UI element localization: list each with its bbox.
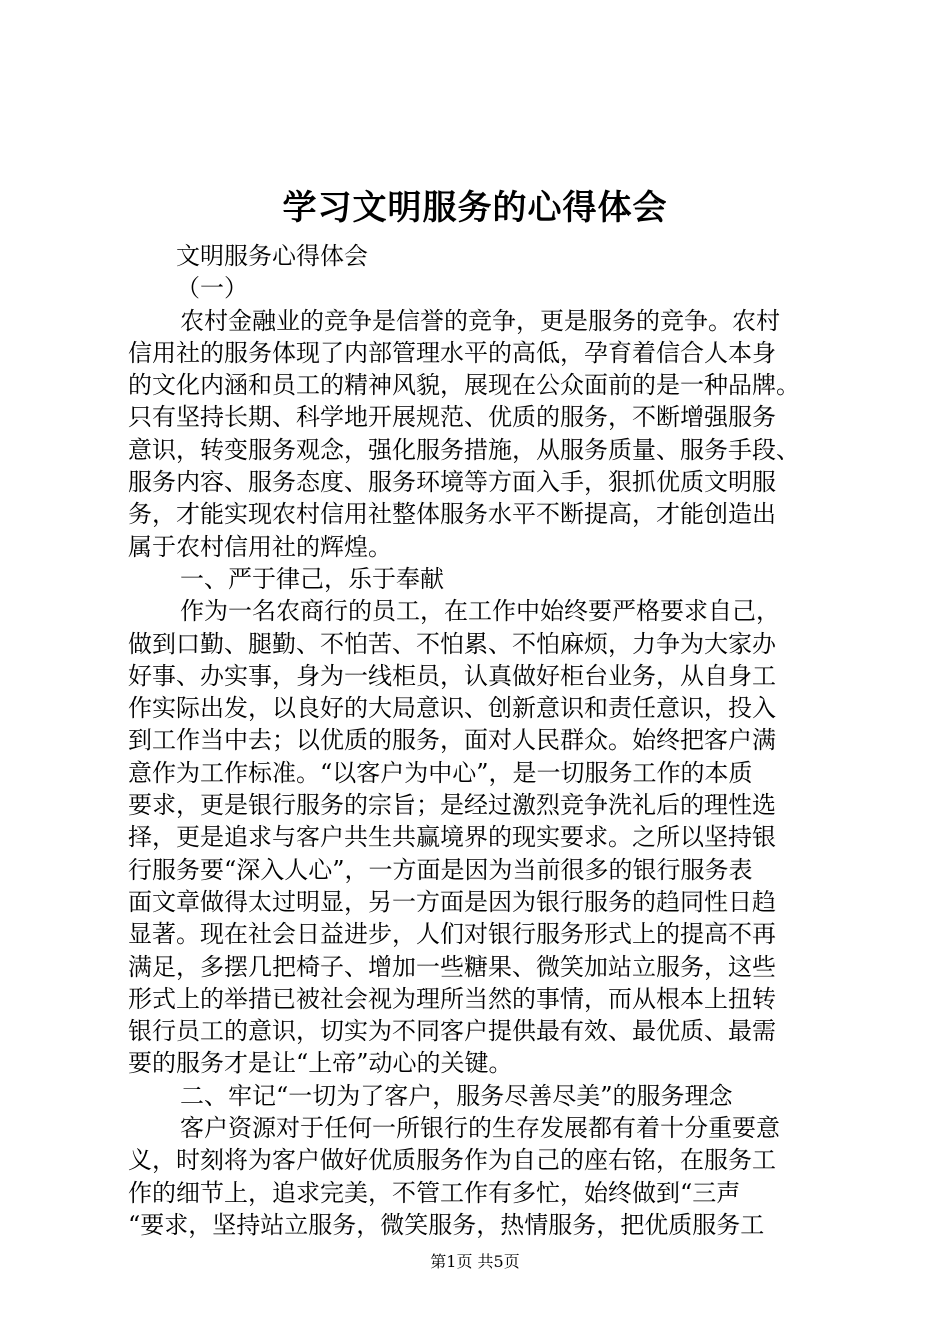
paragraph-line: 意作为工作标准。“以客户为中心”，是一切服务工作的本质 [128,758,753,787]
document-title: 学习文明服务的心得体会 [282,188,668,228]
paragraph-line: 要的服务才是让“上帝”动心的关键。 [128,1049,513,1078]
paragraph-line: 满足，多摆几把椅子、增加一些糖果、微笑加站立服务，这些 [128,952,776,981]
subtitle-line: 文明服务心得体会 [176,242,368,270]
paragraph-line: 择，更是追求与客户共生共赢境界的现实要求。之所以坚持银 [128,823,776,852]
paragraph-line: 作为一名农商行的员工，在工作中始终要严格要求自己， [180,597,780,626]
paragraph-line: “要求，坚持站立服务，微笑服务，热情服务，把优质服务工 [128,1210,765,1239]
paragraph-line: 客户资源对于任何一所银行的生存发展都有着十分重要意 [180,1114,780,1143]
paragraph-line: 显著。现在社会日益进步，人们对银行服务形式上的提高不再 [128,920,776,949]
paragraph-line: 作实际出发，以良好的大局意识、创新意识和责任意识，投入 [128,694,776,723]
paragraph-line: 银行员工的意识，切实为不同客户提供最有效、最优质、最需 [128,1017,776,1046]
paragraph-line: 到工作当中去；以优质的服务，面对人民群众。始终把客户满 [128,726,776,755]
paragraph-line: 面文章做得太过明显，另一方面是因为银行服务的趋同性日趋 [128,887,776,916]
paragraph-line: 要求，更是银行服务的宗旨；是经过激烈竞争洗礼后的理性选 [128,791,776,820]
paragraph-line: 服务内容、服务态度、服务环境等方面入手，狠抓优质文明服 [128,468,776,497]
paragraph-line: 的文化内涵和员工的精神风貌，展现在公众面前的是一种品牌。 [128,371,800,400]
paragraph-line: 形式上的举措已被社会视为理所当然的事情，而从根本上扭转 [128,984,776,1013]
paragraph-line: 信用社的服务体现了内部管理水平的高低，孕育着信合人本身 [128,338,776,367]
section-number-line: （一） [176,274,248,303]
paragraph-line: 农村金融业的竞争是信誉的竞争，更是服务的竞争。农村 [180,306,780,335]
page-footer: 第1页 共5页 [430,1252,520,1271]
paragraph-line: 作的细节上，追求完美，不管工作有多忙，始终做到“三声 [128,1178,741,1207]
paragraph-line: 行服务要“深入人心”，一方面是因为当前很多的银行服务表 [128,855,753,884]
section-heading: 一、严于律己，乐于奉献 [180,564,444,593]
paragraph-line: 意识，转变服务观念，强化服务措施，从服务质量、服务手段、 [128,435,800,464]
paragraph-line: 好事、办实事，身为一线柜员，认真做好柜台业务，从自身工 [128,661,776,690]
paragraph-line: 属于农村信用社的辉煌。 [128,532,392,561]
paragraph-line: 义，时刻将为客户做好优质服务作为自己的座右铭，在服务工 [128,1146,776,1175]
paragraph-line: 务，才能实现农村信用社整体服务水平不断提高，才能创造出 [128,500,776,529]
document-body [128,240,828,1241]
paragraph-line: 做到口勤、腿勤、不怕苦、不怕累、不怕麻烦，力争为大家办 [128,629,776,658]
paragraph-line: 只有坚持长期、科学地开展规范、优质的服务，不断增强服务 [128,403,776,432]
section-heading: 二、牢记“一切为了客户，服务尽善尽美”的服务理念 [180,1081,733,1110]
